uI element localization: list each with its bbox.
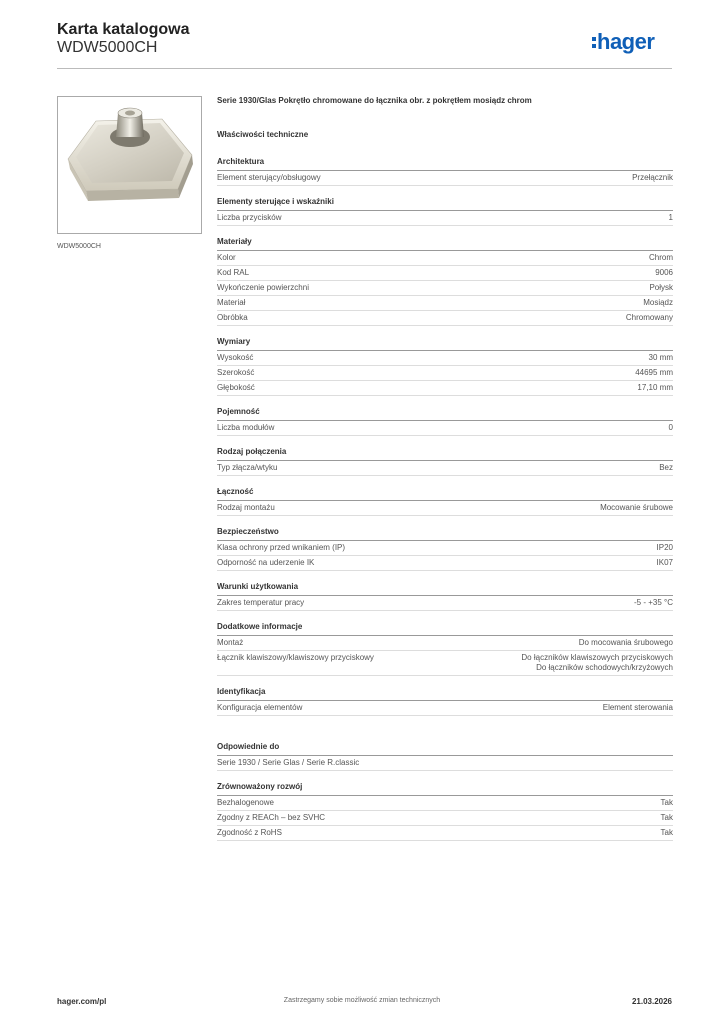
spec-label: Kolor: [217, 253, 236, 262]
logo-text: hager: [597, 29, 655, 54]
section-title: Materiały: [217, 237, 673, 251]
spec-row: [217, 501, 673, 516]
rotary-knob-image: [58, 97, 201, 233]
section-title: Odpowiednie do: [217, 742, 673, 756]
spec-value-line: 1: [668, 213, 673, 222]
spec-label: Zakres temperatur pracy: [217, 598, 305, 607]
section-title: Bezpieczeństwo: [217, 527, 673, 541]
spec-label: Obróbka: [217, 313, 248, 322]
spec-label: Liczba przycisków: [217, 213, 282, 222]
spec-value: [579, 638, 673, 648]
product-image: [57, 96, 202, 234]
spec-value: [661, 798, 673, 808]
spec-row: [217, 381, 673, 396]
spec-value-line: Tak: [660, 798, 673, 807]
spec-label: Zgodność z RoHS: [217, 828, 282, 837]
spec-row: [217, 366, 673, 381]
spec-row: [217, 756, 673, 771]
spec-label: Materiał: [217, 298, 246, 307]
spec-value: [603, 703, 673, 713]
spec-value-line: Do łączników klawiszowych przyciskowych: [521, 653, 673, 662]
spec-label: Liczba modułów: [217, 423, 275, 432]
spec-value: [635, 368, 673, 378]
spec-label: Konfiguracja elementów: [217, 703, 303, 712]
hager-logo: [592, 29, 654, 55]
footer-date: 21.03.2026: [631, 997, 672, 1006]
spec-value: [657, 558, 673, 568]
image-caption: WDW5000CH: [57, 243, 101, 250]
spec-section: [217, 447, 673, 476]
spec-label: Odporność na uderzenie IK: [217, 558, 315, 567]
spec-value-line: Tak: [660, 813, 673, 822]
spec-row: [217, 421, 673, 436]
spec-value: [626, 313, 673, 323]
spec-value: [634, 598, 673, 608]
product-code: WDW5000CH: [57, 39, 158, 56]
spec-section: [217, 622, 673, 676]
header-divider: [57, 68, 672, 69]
spec-value-line: Do mocowania śrubowego: [578, 638, 673, 647]
spec-value: [649, 253, 673, 263]
spec-row: [217, 296, 673, 311]
product-description: Serie 1930/Glas Pokrętło chromowane do łącznika obr. z pokrętłem mosiądz chrom: [217, 96, 532, 105]
spec-row: [217, 251, 673, 266]
spec-section-suitable: [217, 742, 673, 771]
section-title: Dodatkowe informacje: [217, 622, 673, 636]
spec-value: Serie 1930 / Serie Glas / Serie R.classic: [217, 758, 360, 767]
spec-label: Element sterujący/obsługowy: [217, 173, 321, 182]
spec-label: Łącznik klawiszowy/klawiszowy przyciskowy: [217, 653, 374, 662]
spec-row: [217, 811, 673, 826]
spec-value-line: Przełącznik: [632, 173, 673, 182]
spec-value: [649, 353, 673, 363]
spec-label: Bezhalogenowe: [217, 798, 274, 807]
spec-value: [521, 653, 673, 673]
spec-value-line: Mosiądz: [643, 298, 673, 307]
spec-row: [217, 461, 673, 476]
spec-row: [217, 171, 673, 186]
section-title: Pojemność: [217, 407, 673, 421]
section-title: Architektura: [217, 157, 673, 171]
spec-value-line: Element sterowania: [602, 703, 673, 712]
spec-label: Wysokość: [217, 353, 254, 362]
spec-value-line: 0: [668, 423, 673, 432]
spec-row: [217, 636, 673, 651]
spec-value: [649, 283, 673, 293]
spec-section: [217, 337, 673, 396]
spec-label: Montaż: [217, 638, 244, 647]
spec-value-line: 9006: [655, 268, 673, 277]
section-title: Łączność: [217, 487, 673, 501]
spec-label: Szerokość: [217, 368, 255, 377]
spec-value: [632, 173, 673, 183]
footer-website: hager.com/pl: [57, 997, 107, 1006]
spec-value: [659, 463, 673, 473]
spec-value-line: Tak: [660, 828, 673, 837]
spec-section: [217, 527, 673, 571]
spec-value-line: IP20: [656, 543, 673, 552]
section-title: Warunki użytkowania: [217, 582, 673, 596]
spec-value-line: Mocowanie śrubowe: [600, 503, 673, 512]
spec-row: [217, 701, 673, 716]
spec-value-line: IK07: [656, 558, 673, 567]
spec-label: Klasa ochrony przed wnikaniem (IP): [217, 543, 346, 552]
spec-value-line: Bez: [659, 463, 673, 472]
spec-section: [217, 157, 673, 186]
spec-label: Rodzaj montażu: [217, 503, 275, 512]
footer-notice: Zastrzegamy sobie możliwość zmian technicznych: [283, 997, 441, 1004]
spec-row: [217, 351, 673, 366]
spec-value-line: 30 mm: [648, 353, 673, 362]
spec-value-line: 44695 mm: [635, 368, 673, 377]
spec-section: [217, 197, 673, 226]
logo-dots-icon: [592, 37, 596, 48]
spec-value: [655, 268, 673, 278]
spec-label: Zgodny z REACh – bez SVHC: [217, 813, 326, 822]
spec-label: Wykończenie powierzchni: [217, 283, 309, 292]
spec-section: [217, 407, 673, 436]
spacer: [217, 727, 673, 742]
spec-row: [217, 596, 673, 611]
spec-row: [217, 826, 673, 841]
spec-section: [217, 237, 673, 326]
section-title: Wymiary: [217, 337, 673, 351]
spec-value: [661, 828, 673, 838]
spec-label: Kod RAL: [217, 268, 250, 277]
spec-value-line: Chrom: [648, 253, 673, 262]
spec-value-line: 17,10 mm: [637, 383, 673, 392]
spec-content: [217, 96, 673, 852]
spec-value-line: Połysk: [649, 283, 673, 292]
spec-value-line: Do łączników schodowych/krzyżowych: [536, 663, 673, 672]
spec-value: [669, 213, 673, 223]
spec-row: [217, 281, 673, 296]
spec-label: Głębokość: [217, 383, 255, 392]
spec-value: [637, 383, 673, 393]
spec-row: [217, 211, 673, 226]
spec-value-line: Chromowany: [625, 313, 673, 322]
section-title: Zrównoważony rozwój: [217, 782, 673, 796]
spec-section: [217, 582, 673, 611]
spec-row: [217, 556, 673, 571]
spec-value: [661, 813, 673, 823]
spec-value: [600, 503, 673, 513]
spec-row: [217, 266, 673, 281]
spec-sections: [217, 157, 673, 716]
spec-section-sustainability: [217, 782, 673, 841]
page-title: Karta katalogowa: [57, 21, 190, 38]
properties-heading: Właściwości techniczne: [217, 130, 309, 139]
spec-row: [217, 541, 673, 556]
section-title: Rodzaj połączenia: [217, 447, 673, 461]
spec-row: [217, 651, 673, 676]
spec-value: [669, 423, 673, 433]
spec-value: [643, 298, 673, 308]
spec-row: [217, 796, 673, 811]
spec-label: Typ złącza/wtyku: [217, 463, 278, 472]
spec-row: [217, 311, 673, 326]
section-title: Identyfikacja: [217, 687, 673, 701]
spec-value-line: -5 - +35 °C: [634, 598, 673, 607]
section-title: Elementy sterujące i wskaźniki: [217, 197, 673, 211]
spec-section: [217, 687, 673, 716]
spec-value: [657, 543, 673, 553]
spec-section: [217, 487, 673, 516]
